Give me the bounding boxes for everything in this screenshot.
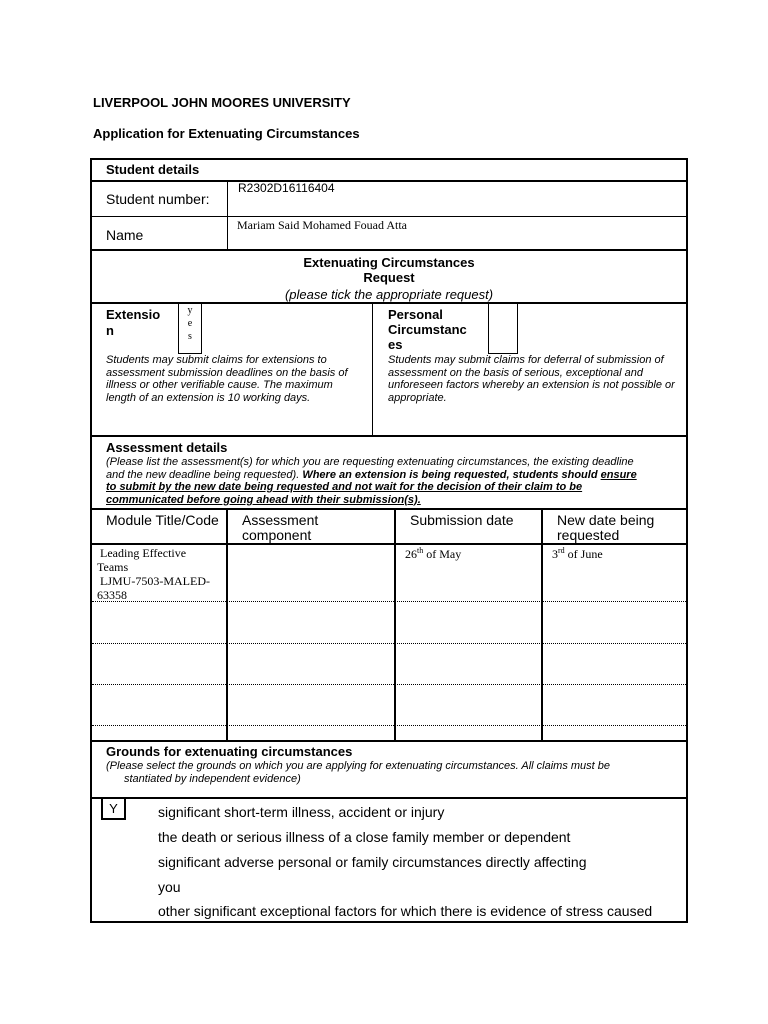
assessment-intro: (Please list the assessment(s) for which you are requesting extenuating circumstances, the existing deadline and the new deadline being requested). Where an extension is being requested, students should ensure to submit by the new date being requested and not wait for the decision of their claim to be communicated before going ahead with their submission(s). (106, 456, 637, 506)
table-row-new-date[interactable]: 3rd of June (552, 546, 603, 561)
personal-circumstances-checkbox[interactable] (488, 303, 518, 354)
request-title-line1: Extenuating Circumstances (303, 255, 475, 270)
student-number-value[interactable]: R2302D16116404 (238, 181, 335, 195)
col-header-module: Module Title/Code (106, 512, 219, 528)
ground-item-bereavement: the death or serious illness of a close family member or dependent (158, 829, 571, 845)
university-name: LIVERPOOL JOHN MOORES UNIVERSITY (93, 95, 351, 110)
grounds-heading: Grounds for extenuating circumstances (106, 744, 353, 759)
ground-item-other-factors: other significant exceptional factors for which there is evidence of stress caused (158, 903, 653, 919)
extension-description: Students may submit claims for extensions to assessment submission deadlines on the basis of illness or other verifiable cause. The maximum length of an extension is 10 working days. (106, 354, 348, 404)
request-title-line2: Request (363, 270, 415, 285)
personal-circumstances-description: Students may submit claims for deferral of submission of assessment on the basis of serious, exceptional and unforeseen factors whereby an extension is not possible or appropriate. (388, 354, 675, 404)
ground-checkbox-illness[interactable]: Y (101, 799, 126, 820)
extension-label: Extensio n (106, 307, 161, 338)
col-header-component: Assessment component (242, 512, 319, 543)
name-label: Name (106, 227, 144, 243)
student-details-heading: Student details (106, 162, 200, 177)
col-header-new-date: New date being requested (557, 512, 655, 543)
table-row-submission-date[interactable]: 26th of May (405, 546, 462, 561)
ground-item-illness: significant short-term illness, accident or injury (158, 804, 445, 820)
student-number-label: Student number: (106, 191, 210, 207)
form-title: Application for Extenuating Circumstances (93, 126, 360, 141)
table-row-divider (92, 601, 686, 602)
request-instruction: (please tick the appropriate request) (284, 287, 494, 302)
name-value[interactable]: Mariam Said Mohamed Fouad Atta (237, 218, 407, 232)
assessment-heading: Assessment details (106, 440, 228, 455)
col-header-submission-date: Submission date (410, 512, 514, 528)
personal-circumstances-label: Personal Circumstanc es (388, 307, 467, 352)
ground-item-personal-circumstances-cont: you (158, 879, 181, 895)
grounds-intro: (Please select the grounds on which you are applying for extenuating circumstances. All claims must be stantiated by independent evidence) (106, 760, 611, 785)
table-row-module[interactable]: Leading Effective Teams LJMU-7503-MALED- 63358 (97, 546, 210, 602)
extension-checkbox[interactable]: y e s (178, 303, 202, 354)
table-row-divider (92, 684, 686, 685)
table-row-divider (92, 643, 686, 644)
ground-item-personal-circumstances: significant adverse personal or family circumstances directly affecting (158, 854, 587, 870)
table-row-divider (92, 725, 686, 726)
